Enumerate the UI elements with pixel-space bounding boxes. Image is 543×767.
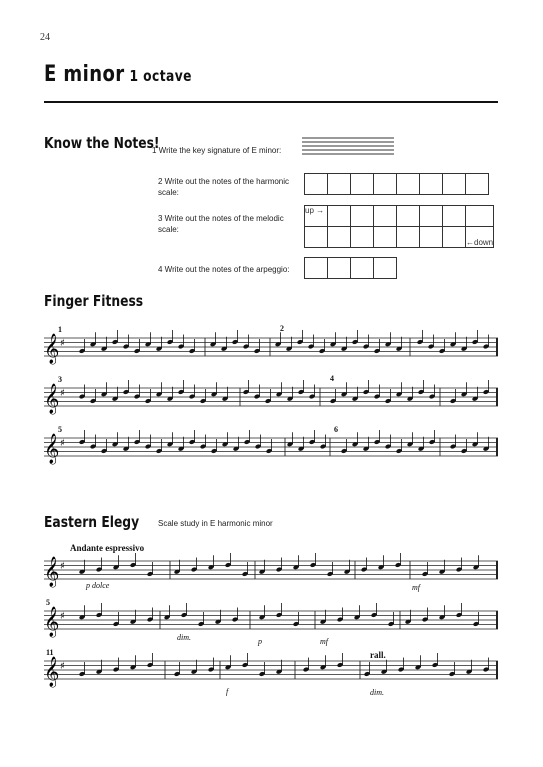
rall-marking: rall. [370,650,386,660]
know-notes-heading: Know the Notes! [44,134,160,152]
exercise-number: 4 [330,374,334,383]
sharp-icon: ♯ [60,611,65,622]
title-sub: 1 octave [129,67,192,85]
key-signature-staff [302,138,394,154]
question-1: 1 Write the key signature of E minor: [152,146,282,155]
question-3-line1: 3 Write out the notes of the melodic [158,214,284,223]
eastern-elegy-heading: Eastern Elegy [44,513,140,531]
question-2-line1: 2 Write out the notes of the harmonic [158,177,290,186]
dynamic-p-dolce: p dolce [86,581,110,590]
page-number: 24 [40,32,50,43]
bar-number: 11 [46,648,54,657]
sharp-icon: ♯ [60,661,65,672]
question-2-line2: scale: [158,188,179,197]
staff [44,556,498,588]
sharp-icon: ♯ [60,561,65,572]
dynamic-f: f [226,687,229,696]
dynamic-p: p [258,637,262,646]
question-3-line2: scale: [158,225,179,234]
exercise-number: 1 [58,325,62,334]
dynamic-dim: dim. [177,633,191,642]
sharp-icon: ♯ [60,438,65,449]
down-label: ←down [466,238,494,247]
up-label: up → [305,206,325,215]
eastern-elegy-subtitle: Scale study in E harmonic minor [158,519,273,528]
bar-number: 5 [46,598,50,607]
treble-clef-icon: 𝄞 [44,557,60,587]
staff [44,606,498,638]
title-main: E minor [44,62,125,87]
staves [44,333,498,688]
treble-clef-icon: 𝄞 [44,657,60,687]
sharp-icon: ♯ [60,338,65,349]
exercise-number: 2 [280,324,284,333]
finger-fitness-heading: Finger Fitness [44,292,144,310]
question-4: 4 Write out the notes of the arpeggio: [158,265,290,274]
staff [44,656,498,688]
exercise-number: 3 [58,375,62,384]
treble-clef-icon: 𝄞 [44,607,60,637]
tempo-marking: Andante espressivo [70,543,145,553]
exercise-number: 5 [58,425,62,434]
dynamic-mf: mf [320,637,328,646]
sharp-icon: ♯ [60,388,65,399]
treble-clef-icon: 𝄞 [44,334,60,364]
exercise-number: 6 [334,425,338,434]
staff [44,333,498,365]
dynamic-mf: mf [412,583,420,592]
staff [44,433,498,465]
treble-clef-icon: 𝄞 [44,434,60,464]
treble-clef-icon: 𝄞 [44,384,60,414]
dynamic-dim: dim. [370,688,384,697]
